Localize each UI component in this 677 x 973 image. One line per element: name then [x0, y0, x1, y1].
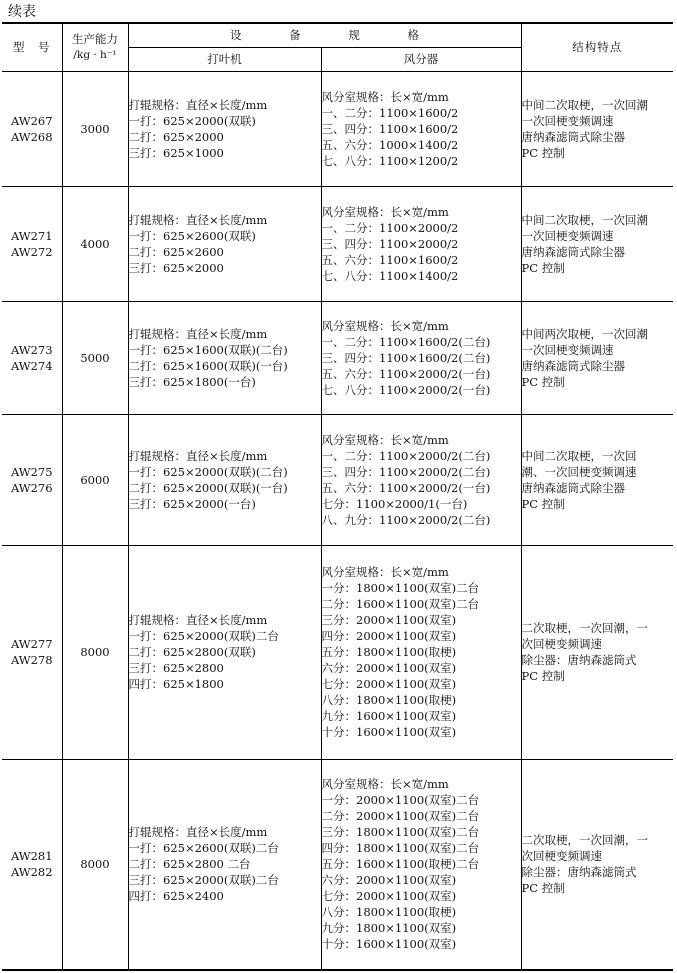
separator-spec-cell [321, 545, 521, 759]
separator-spec-line: 七、八分：1100×2000/2(一台) [321, 382, 491, 397]
feature-line: 中间二次取梗，一次回 [521, 448, 637, 463]
header-model: 型 号 [2, 23, 62, 71]
beater-spec-line: 打辊规格：直径×长度/mm [128, 825, 268, 840]
table-row [2, 301, 673, 414]
separator-spec-line: 五、六分：1000×1400/2 [321, 137, 459, 152]
separator-spec-line: 三分：1800×1100(双室)二台 [321, 825, 480, 840]
feature-line: 除尘器：唐纳森滤筒式 [521, 865, 637, 880]
feature-line: PC 控制 [521, 145, 565, 160]
separator-spec-line: 风分室规格：长×宽/mm [321, 89, 449, 104]
beater-spec-cell [128, 186, 321, 301]
beater-spec-line: 二打：625×2800 二台 [128, 857, 251, 872]
separator-spec-line: 三、四分：1100×1600/2(二台) [321, 350, 491, 365]
feature-line: 唐纳森滤筒式除尘器 [521, 129, 625, 144]
feature-line: 潮、一次回梗变频调速 [521, 464, 637, 479]
model-code: AW277 [10, 637, 53, 651]
beater-spec-line: 一打：625×2600(双联) [128, 228, 256, 243]
beater-spec-line: 一打：625×1600(双联)(二台) [128, 342, 288, 357]
model-code: AW278 [10, 653, 53, 667]
model-code: AW271 [10, 228, 53, 243]
model-code: AW267 [10, 113, 53, 128]
features-cell [521, 545, 673, 759]
model-cell [2, 71, 62, 186]
model-code: AW282 [10, 865, 53, 880]
separator-spec-line: 六分：2000×1100(双室) [321, 873, 457, 888]
separator-spec-line: 风分室规格：长×宽/mm [321, 318, 449, 333]
feature-line: 除尘器：唐纳森滤筒式 [521, 653, 637, 667]
table-row [2, 414, 673, 545]
separator-spec-line: 九分：1600×1100(双室) [321, 709, 457, 723]
table-row [2, 545, 673, 759]
feature-line: 中间两次取梗，一次回潮 [521, 326, 648, 341]
beater-spec-line: 三打：625×2000(一台) [128, 496, 256, 511]
model-cell [2, 301, 62, 414]
separator-spec-line: 三、四分：1100×1600/2 [321, 121, 459, 136]
feature-line: 一次回梗变频调速 [521, 113, 614, 128]
header-beater: 打叶机 [128, 47, 321, 71]
beater-spec-line: 一打：625×2000(双联) [128, 113, 256, 128]
beater-spec-line: 二打：625×2000(双联)(一台) [128, 480, 288, 495]
separator-spec-line: 二分：1600×1100(双室)二台 [321, 597, 480, 611]
table-row [2, 186, 673, 301]
beater-spec-line: 二打：625×2600 [128, 244, 224, 259]
separator-spec-cell [321, 301, 521, 414]
beater-spec-cell [128, 71, 321, 186]
beater-spec-line: 二打：625×1600(双联)(一台) [128, 358, 288, 373]
separator-spec-line: 三分：2000×1100(双室) [321, 613, 457, 627]
separator-spec-line: 一分：1800×1100(双室)二台 [321, 581, 480, 595]
feature-line: 唐纳森滤筒式除尘器 [521, 480, 625, 495]
separator-spec-cell [321, 759, 521, 970]
beater-spec-line: 三打：625×2000(双联)二台 [128, 873, 279, 888]
model-cell [2, 186, 62, 301]
separator-spec-line: 十分：1600×1100(双室) [321, 725, 457, 739]
separator-spec-line: 七、八分：1100×1200/2 [321, 153, 459, 168]
separator-spec-line: 八分：1800×1100(取梗) [321, 905, 457, 920]
beater-spec-line: 打辊规格：直径×长度/mm [128, 326, 268, 341]
features-cell [521, 301, 673, 414]
separator-spec-line: 九分：1800×1100(双室) [321, 921, 457, 936]
separator-spec-line: 八分：1800×1100(取梗) [321, 693, 457, 707]
capacity-cell: 3000 [62, 71, 128, 186]
separator-spec-cell [321, 186, 521, 301]
separator-spec-line: 五分：1600×1100(取梗)二台 [321, 857, 480, 872]
beater-spec-line: 三打：625×1800(一台) [128, 374, 256, 389]
separator-spec-line: 三、四分：1100×2000/2 [321, 236, 459, 251]
separator-spec-line: 五、六分：1100×1600/2 [321, 252, 459, 267]
separator-spec-line: 一、二分：1100×2000/2 [321, 220, 459, 235]
capacity-cell: 5000 [62, 301, 128, 414]
separator-spec-line: 七分：1100×2000/1(一台) [321, 496, 468, 511]
separator-spec-line: 一、二分：1100×2000/2(二台) [321, 448, 491, 463]
capacity-cell: 6000 [62, 414, 128, 545]
model-code: AW272 [10, 244, 53, 259]
separator-spec-line: 五、六分：1100×2000/2(一台) [321, 480, 491, 495]
beater-spec-line: 四打：625×2400 [128, 889, 224, 904]
beater-spec-cell [128, 759, 321, 970]
feature-line: 唐纳森滤筒式除尘器 [521, 244, 625, 259]
separator-spec-line: 风分室规格：长×宽/mm [321, 204, 449, 219]
beater-spec-line: 三打：625×2000 [128, 260, 224, 275]
separator-spec-line: 五、六分：1100×2000/2(一台) [321, 366, 491, 381]
separator-spec-line: 七分：2000×1100(双室) [321, 889, 457, 904]
separator-spec-line: 风分室规格：长×宽/mm [321, 565, 449, 579]
separator-spec-line: 三、四分：1100×2000/2(二台) [321, 464, 491, 479]
feature-line: PC 控制 [521, 374, 565, 389]
feature-line: 中间二次取梗，一次回潮 [521, 97, 648, 112]
equipment-spec-table [2, 22, 673, 971]
feature-line: 中间二次取梗，一次回潮 [521, 212, 648, 227]
separator-spec-line: 七分：2000×1100(双室) [321, 677, 457, 691]
model-cell [2, 545, 62, 759]
feature-line: 二次取梗，一次回潮，一 [521, 621, 648, 635]
separator-spec-line: 六分：2000×1100(双室) [321, 661, 457, 675]
beater-spec-cell [128, 545, 321, 759]
model-cell [2, 414, 62, 545]
beater-spec-cell [128, 301, 321, 414]
feature-line: 一次回梗变频调速 [521, 228, 614, 243]
capacity-cell: 8000 [62, 759, 128, 970]
separator-spec-line: 四分：2000×1100(双室) [321, 629, 457, 643]
header-capacity-unit: /kg · h⁻¹ [73, 49, 117, 62]
capacity-cell: 8000 [62, 545, 128, 759]
header-features: 结构特点 [521, 23, 673, 71]
separator-spec-line: 一分：2000×1100(双室)二台 [321, 793, 480, 808]
separator-spec-line: 八、九分：1100×2000/2(二台) [321, 512, 491, 527]
feature-line: 次回梗变频调速 [521, 637, 602, 651]
feature-line: PC 控制 [521, 496, 565, 511]
beater-spec-line: 一打：625×2000(双联)(二台) [128, 464, 288, 479]
table-row [2, 71, 673, 186]
header-equipment: 设 备 规 格 [128, 23, 521, 47]
separator-spec-line: 风分室规格：长×宽/mm [321, 432, 449, 447]
header-separator: 风分器 [321, 47, 521, 71]
beater-spec-line: 一打：625×2000(双联)二台 [128, 629, 279, 643]
separator-spec-line: 二分：2000×1100(双室)二台 [321, 809, 480, 824]
capacity-cell: 4000 [62, 186, 128, 301]
separator-spec-line: 四分：1800×1100(双室)二台 [321, 841, 480, 856]
features-cell [521, 71, 673, 186]
separator-spec-cell [321, 414, 521, 545]
model-code: AW281 [10, 849, 53, 864]
feature-line: 一次回梗变频调速 [521, 342, 614, 357]
feature-line: 唐纳森滤筒式除尘器 [521, 358, 625, 373]
feature-line: PC 控制 [521, 260, 565, 275]
separator-spec-line: 一、二分：1100×1600/2 [321, 105, 459, 120]
separator-spec-line: 七、八分：1100×1400/2 [321, 268, 459, 283]
model-code: AW274 [10, 358, 53, 373]
model-code: AW273 [10, 342, 53, 357]
features-cell [521, 414, 673, 545]
feature-line: PC 控制 [521, 881, 565, 896]
beater-spec-line: 二打：625×2000 [128, 129, 224, 144]
header-capacity [62, 23, 128, 71]
model-code: AW275 [10, 464, 53, 479]
table-row [2, 759, 673, 970]
separator-spec-line: 一、二分：1100×1600/2(二台) [321, 334, 491, 349]
model-code: AW268 [10, 129, 53, 144]
table-caption: 续表 [8, 4, 36, 20]
separator-spec-cell [321, 71, 521, 186]
beater-spec-line: 三打：625×1000 [128, 145, 224, 160]
model-code: AW276 [10, 480, 53, 495]
beater-spec-cell [128, 414, 321, 545]
model-cell [2, 759, 62, 970]
beater-spec-line: 打辊规格：直径×长度/mm [128, 448, 268, 463]
feature-line: 次回梗变频调速 [521, 849, 602, 864]
beater-spec-line: 一打：625×2600(双联)二台 [128, 841, 279, 856]
separator-spec-line: 十分：1600×1100(双室) [321, 937, 457, 952]
feature-line: 二次取梗，一次回潮，一 [521, 833, 648, 848]
beater-spec-line: 打辊规格：直径×长度/mm [128, 97, 268, 112]
separator-spec-line: 五分：1800×1100(取梗) [321, 645, 457, 659]
features-cell [521, 186, 673, 301]
beater-spec-line: 打辊规格：直径×长度/mm [128, 212, 268, 227]
beater-spec-line: 三打：625×2800 [128, 661, 224, 675]
beater-spec-line: 四打：625×1800 [128, 677, 224, 691]
feature-line: PC 控制 [521, 669, 565, 683]
features-cell [521, 759, 673, 970]
beater-spec-line: 二打：625×2800(双联) [128, 645, 256, 659]
beater-spec-line: 打辊规格：直径×长度/mm [128, 613, 268, 627]
header-capacity-line1: 生产能力 [72, 32, 118, 47]
separator-spec-line: 风分室规格：长×宽/mm [321, 777, 449, 792]
